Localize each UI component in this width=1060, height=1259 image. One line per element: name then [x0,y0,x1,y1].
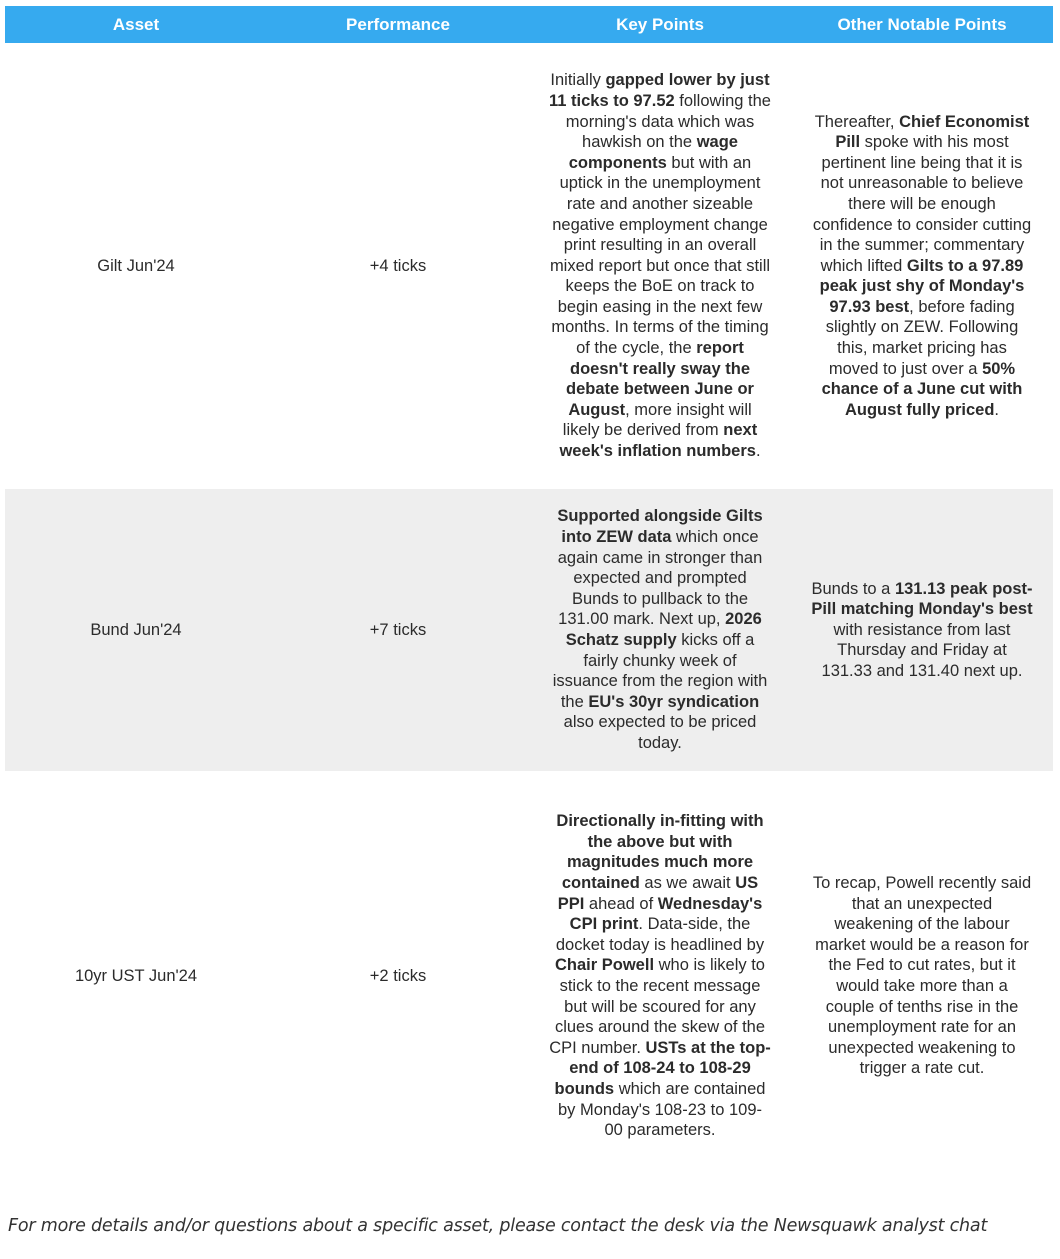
emphasis-text: Wednesday's CPI print [569,894,763,934]
table-row [5,489,1053,771]
body-text: Bunds to a [811,579,895,598]
table-row [5,771,1053,1181]
body-text: Thereafter, [814,112,900,131]
other-points-cell [791,771,1053,1181]
body-text: with resistance from last Thursday and Friday at 131.33 and 131.40 next up. [821,620,1023,680]
other-points-cell [791,43,1053,489]
emphasis-text: 2026 Schatz supply [565,610,762,649]
key-points-cell [529,43,791,489]
emphasis-text: Directionally in-fitting with the above but with magnitudes much more contained [556,812,764,893]
header-performance: Performance [267,6,529,43]
emphasis-text: 131.13 peak post-Pill matching Monday's best [811,579,1033,619]
performance-cell: +2 ticks [369,966,427,985]
other-points-text [811,579,1033,682]
body-text: ahead of [584,894,658,913]
table-body [5,43,1053,1181]
asset-summary-table-wrapper [5,6,1053,1181]
performance-cell: +4 ticks [369,256,427,275]
body-text: . [755,442,761,461]
body-text: who is likely to stick to the recent message but will be scoured for any clues around the skew of the CPI number. [549,956,766,1057]
other-points-cell [791,489,1053,771]
emphasis-text: Chief Economist Pill [835,112,1030,152]
body-text: kicks off a fairly chunky week of issuance from the region with the [552,631,768,711]
emphasis-text: US PPI [557,874,759,913]
emphasis-text: report doesn't really sway the debate between June or August [566,339,754,419]
asset-summary-table [5,6,1053,1181]
key-points-text [549,506,771,753]
emphasis-text: 50% chance of a June cut with August fully priced [821,359,1023,419]
body-text: , before fading slightly on ZEW. Following this, market pricing has moved to just over a [825,297,1019,378]
body-text: . Data-side, the docket today is headlined by [555,915,765,954]
header-key-points: Key Points [529,6,791,43]
body-text: spoke with his most pertinent line being that it is not unreasonable to believe there will be enough confidence to consider cutting in the summer; commentary which lifted [812,133,1032,275]
key-points-text [549,811,771,1141]
body-text: also expected to be priced today. [563,713,757,752]
emphasis-text: Supported alongside Gilts into ZEW data [557,507,763,547]
table-header [5,6,1053,43]
key-points-cell [529,489,791,771]
emphasis-text: USTs at the top-end of 108-24 to 108-29 bounds [554,1038,771,1098]
emphasis-text: Gilts to a 97.89 peak just shy of Monday's 97.93 best [819,256,1025,316]
key-points-cell [529,771,791,1181]
asset-cell: Bund Jun'24 [5,489,267,771]
other-points-text [811,873,1033,1079]
emphasis-text: gapped lower by just 11 ticks to 97.52 [549,71,770,110]
body-text: following the morning's data which was hawkish on the [565,91,771,152]
asset-cell: Gilt Jun'24 [97,256,175,275]
table-row [5,43,1053,489]
footer-note: For more details and/or questions about a specific asset, please contact the desk via the Newsquawk analyst chat [8,1216,988,1236]
emphasis-text: wage components [568,133,738,172]
key-points-text [549,70,771,461]
performance-cell: +7 ticks [267,489,529,771]
body-text: as we await [639,874,736,893]
header-row [5,6,1053,43]
asset-cell: 10yr UST Jun'24 [74,966,198,985]
body-text: , more insight will likely be derived from [562,400,752,440]
body-text: which once again came in stronger than expected and prompted Bunds to pullback to the 131.00 mark. Next up, [557,528,763,629]
header-other-notable-points: Other Notable Points [791,6,1053,43]
body-text: Initially [550,71,606,90]
body-text: which are contained by Monday's 108-23 to 109-00 parameters. [557,1079,766,1140]
other-points-text [811,112,1033,421]
body-text: To recap, Powell recently said that an unexpected weakening of the labour market would be a reason for the Fed to cut rates, but it would take more than a couple of tenths rise in the unemployment rate for an unexpected weakening to trigger a rate cut. [812,874,1032,1078]
header-asset: Asset [5,6,267,43]
body-text: but with an uptick in the unemployment rate and another sizeable negative employment change print resulting in an overall mixed report but once that still keeps the BoE on track to begin easing in the next few months. In terms of the timing of the cycle, the [549,153,771,358]
body-text: . [994,400,1000,419]
emphasis-text: Chair Powell [555,956,655,975]
emphasis-text: next week's inflation numbers [559,421,758,461]
emphasis-text: EU's 30yr syndication [588,692,760,711]
